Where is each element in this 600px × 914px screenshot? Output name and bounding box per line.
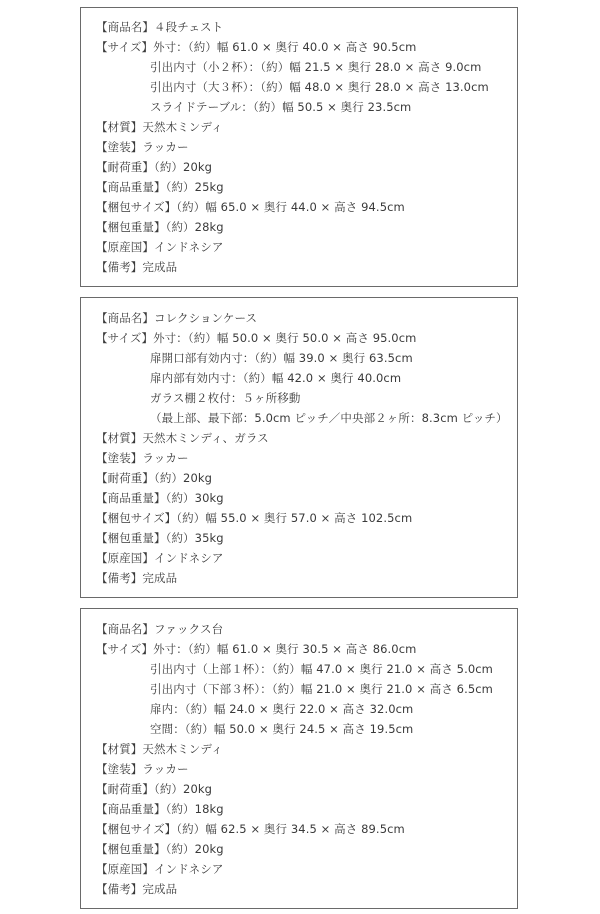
spec-text: 引出内寸（上部１杯）：（約）幅 47.0 × 奥行 21.0 × 高さ 5.0cm (150, 662, 493, 676)
spec-text: 扉内：（約）幅 24.0 × 奥行 22.0 × 高さ 32.0cm (150, 702, 414, 716)
spec-row-material (96, 428, 269, 448)
spec-row-size-detail (150, 719, 413, 739)
spec-box-chest (80, 7, 518, 287)
spec-text: 【材質】天然木ミンディ (96, 120, 223, 134)
spec-row-product-name (96, 619, 223, 639)
spec-text: 【商品名】４段チェスト (96, 20, 224, 34)
spec-row-package-weight (96, 839, 224, 859)
spec-text: 【塗装】ラッカー (96, 140, 189, 154)
spec-text: 【商品重量】（約）25kg (96, 180, 224, 194)
spec-row-product-name (96, 308, 257, 328)
spec-row-size-detail (150, 77, 489, 97)
spec-text: 【梱包サイズ】（約）幅 62.5 × 奥行 34.5 × 高さ 89.5cm (96, 822, 405, 836)
spec-row-finish (96, 759, 189, 779)
spec-row-weight (96, 799, 224, 819)
spec-text: 【原産国】インドネシア (96, 240, 224, 254)
spec-row-notes (96, 257, 177, 277)
spec-row-notes (96, 879, 177, 899)
spec-text: 引出内寸（下部３杯）：（約）幅 21.0 × 奥行 21.0 × 高さ 6.5cm (150, 682, 493, 696)
spec-text: 【サイズ】外寸：（約）幅 61.0 × 奥行 30.5 × 高さ 86.0cm (96, 642, 417, 656)
spec-text: 引出内寸（小２杯）：（約）幅 21.5 × 奥行 28.0 × 高さ 9.0cm (150, 60, 482, 74)
spec-text: 【備考】完成品 (96, 571, 178, 585)
spec-text: 【耐荷重】（約）20kg (96, 160, 213, 174)
spec-text: 【梱包サイズ】（約）幅 65.0 × 奥行 44.0 × 高さ 94.5cm (96, 200, 405, 214)
spec-row-material (96, 117, 223, 137)
spec-text: （最上部、最下部：5.0cm ピッチ／中央部２ヶ所：8.3cm ピッチ） (150, 411, 508, 425)
spec-text: 【梱包重量】（約）20kg (96, 842, 224, 856)
spec-row-load-capacity (96, 779, 212, 799)
spec-row-finish (96, 137, 189, 157)
spec-row-origin (96, 237, 223, 257)
spec-row-size-detail (150, 388, 300, 408)
spec-row-origin (96, 548, 223, 568)
spec-text: 【材質】天然木ミンディ、ガラス (96, 431, 269, 445)
spec-row-size-detail (150, 57, 481, 77)
spec-row-size-detail (150, 659, 493, 679)
spec-text: 【塗装】ラッカー (96, 762, 189, 776)
spec-text: 【備考】完成品 (96, 260, 178, 274)
spec-row-size-detail (150, 408, 508, 428)
spec-text: 【備考】完成品 (96, 882, 178, 896)
spec-text: 引出内寸（大３杯）：（約）幅 48.0 × 奥行 28.0 × 高さ 13.0cm (150, 80, 489, 94)
spec-row-weight (96, 177, 224, 197)
spec-row-size-detail (150, 97, 411, 117)
spec-text: 【梱包サイズ】（約）幅 55.0 × 奥行 57.0 × 高さ 102.5cm (96, 511, 413, 525)
spec-text: 【耐荷重】（約）20kg (96, 782, 213, 796)
spec-text: 【商品重量】（約）30kg (96, 491, 224, 505)
spec-row-package-size (96, 508, 412, 528)
spec-row-product-name (96, 17, 223, 37)
spec-text: 【サイズ】外寸：（約）幅 61.0 × 奥行 40.0 × 高さ 90.5cm (96, 40, 417, 54)
spec-box-fax-stand (80, 608, 518, 909)
spec-row-size-detail (150, 679, 493, 699)
spec-text: ガラス棚２枚付：５ヶ所移動 (150, 391, 301, 405)
spec-row-size-detail (150, 368, 401, 388)
spec-box-collection-case (80, 297, 518, 598)
spec-text: 空間：（約）幅 50.0 × 奥行 24.5 × 高さ 19.5cm (150, 722, 414, 736)
spec-row-size-detail (150, 699, 413, 719)
spec-row-package-size (96, 197, 405, 217)
spec-row-load-capacity (96, 468, 212, 488)
spec-row-package-weight (96, 528, 224, 548)
spec-text: 【サイズ】外寸：（約）幅 50.0 × 奥行 50.0 × 高さ 95.0cm (96, 331, 417, 345)
spec-text: 【梱包重量】（約）35kg (96, 531, 224, 545)
spec-text: 【商品名】ファックス台 (96, 622, 224, 636)
spec-row-weight (96, 488, 224, 508)
spec-row-size (96, 328, 416, 348)
spec-text: 【商品重量】（約）18kg (96, 802, 224, 816)
spec-row-package-weight (96, 217, 224, 237)
spec-text: 【原産国】インドネシア (96, 862, 224, 876)
spec-row-origin (96, 859, 223, 879)
spec-text: 扉内部有効内寸：（約）幅 42.0 × 奥行 40.0cm (150, 371, 402, 385)
spec-row-size-detail (150, 348, 413, 368)
spec-row-finish (96, 448, 189, 468)
spec-text: 【材質】天然木ミンディ (96, 742, 223, 756)
spec-text: 【梱包重量】（約）28kg (96, 220, 224, 234)
spec-text: 【耐荷重】（約）20kg (96, 471, 213, 485)
spec-row-size (96, 37, 416, 57)
spec-row-package-size (96, 819, 405, 839)
spec-row-load-capacity (96, 157, 212, 177)
spec-text: スライドテーブル：（約）幅 50.5 × 奥行 23.5cm (150, 100, 412, 114)
spec-row-notes (96, 568, 177, 588)
spec-row-size (96, 639, 416, 659)
spec-row-material (96, 739, 223, 759)
spec-text: 【原産国】インドネシア (96, 551, 224, 565)
spec-text: 【商品名】コレクションケース (96, 311, 258, 325)
spec-text: 扉開口部有効内寸：（約）幅 39.0 × 奥行 63.5cm (150, 351, 413, 365)
spec-text: 【塗装】ラッカー (96, 451, 189, 465)
